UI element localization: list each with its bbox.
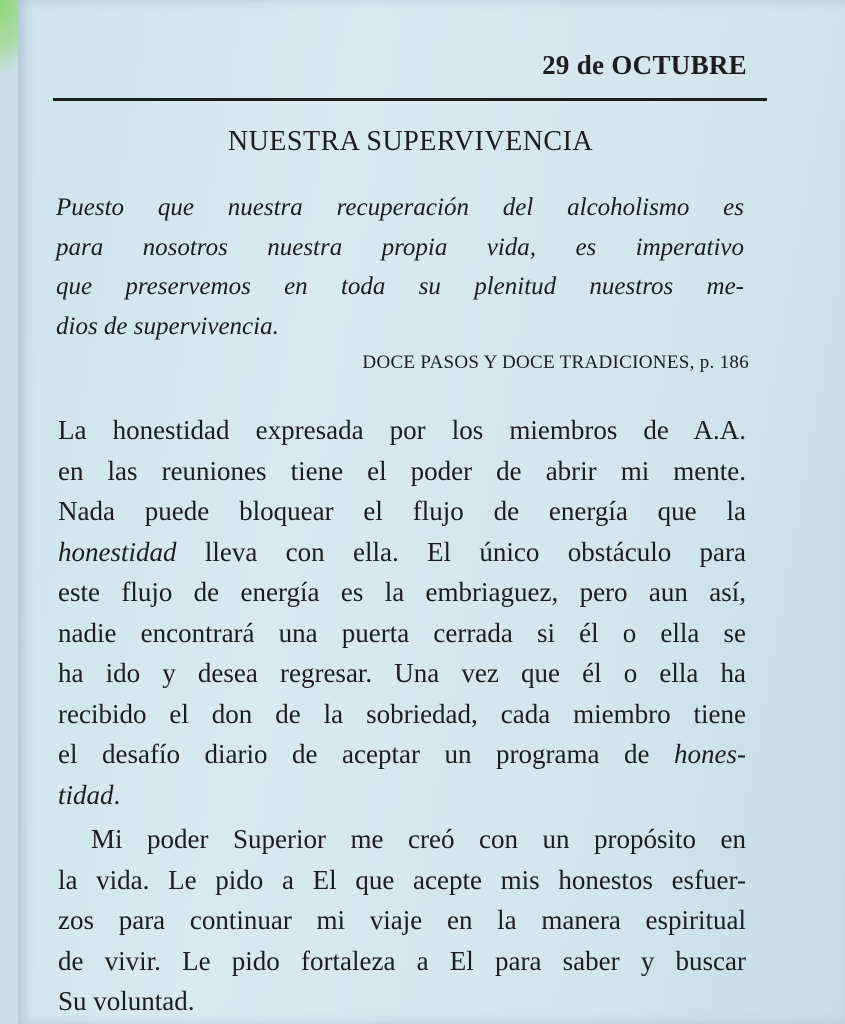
quote-source: DOCE PASOS Y DOCE TRADICIONES, p. 186 — [362, 352, 749, 373]
text-line — [58, 532, 746, 573]
text-segment: . — [113, 779, 121, 810]
body-text — [58, 410, 746, 1022]
text-line: Mi poder Superior me creó con un propósito en — [91, 824, 746, 854]
text-line: zos para continuar mi viaje en la manera espiritual — [58, 905, 746, 935]
text-line: Nada puede bloquear el flujo de energía que la — [58, 496, 746, 526]
paragraph-1 — [58, 410, 746, 815]
book-page — [18, 0, 845, 1024]
text-line: nadie encontrará una puerta cerrada si él o ella se — [58, 617, 746, 648]
text-segment: el desafío diario de aceptar un programa de — [58, 739, 675, 769]
text-line: La honestidad expresada por los miembros de A.A. — [58, 415, 746, 445]
epigraph-quote — [56, 188, 744, 346]
text-line: en las reuniones tiene el poder de abrir mi mente. — [58, 455, 746, 486]
quote-line: dios de supervivencia. — [56, 312, 279, 340]
page-title: NUESTRA SUPERVIVENCIA — [227, 126, 594, 157]
emphasis-text: hones- — [674, 739, 746, 769]
emphasis-text: tidad — [58, 779, 114, 810]
page-date: 29 de OCTUBRE — [542, 50, 747, 80]
text-line: la vida. Le pido a El que acepte mis honestos esfuer- — [58, 864, 746, 895]
text-line: este flujo de energía es la embriaguez, pero aun así, — [58, 577, 746, 607]
text-line: ha ido y desea regresar. Una vez que él o ella ha — [58, 658, 746, 688]
emphasis-text: honestidad — [58, 536, 177, 567]
quote-line: Puesto que nuestra recuperación del alcoholismo es — [56, 194, 744, 221]
text-line — [58, 775, 746, 816]
text-line: Su voluntad. — [58, 986, 195, 1016]
text-segment: lleva con ella. El único obstáculo para — [176, 536, 746, 567]
text-line: recibido el don de la sobriedad, cada miembro tiene — [58, 698, 746, 729]
paragraph-2 — [58, 819, 746, 1022]
text-line: de vivir. Le pido fortaleza a El para saber y buscar — [58, 945, 746, 976]
quote-line: que preservemos en toda su plenitud nuestros me- — [56, 273, 744, 300]
text-line — [58, 734, 746, 775]
quote-line: para nosotros nuestra propia vida, es imperativo — [56, 233, 744, 261]
header-rule — [53, 98, 767, 101]
